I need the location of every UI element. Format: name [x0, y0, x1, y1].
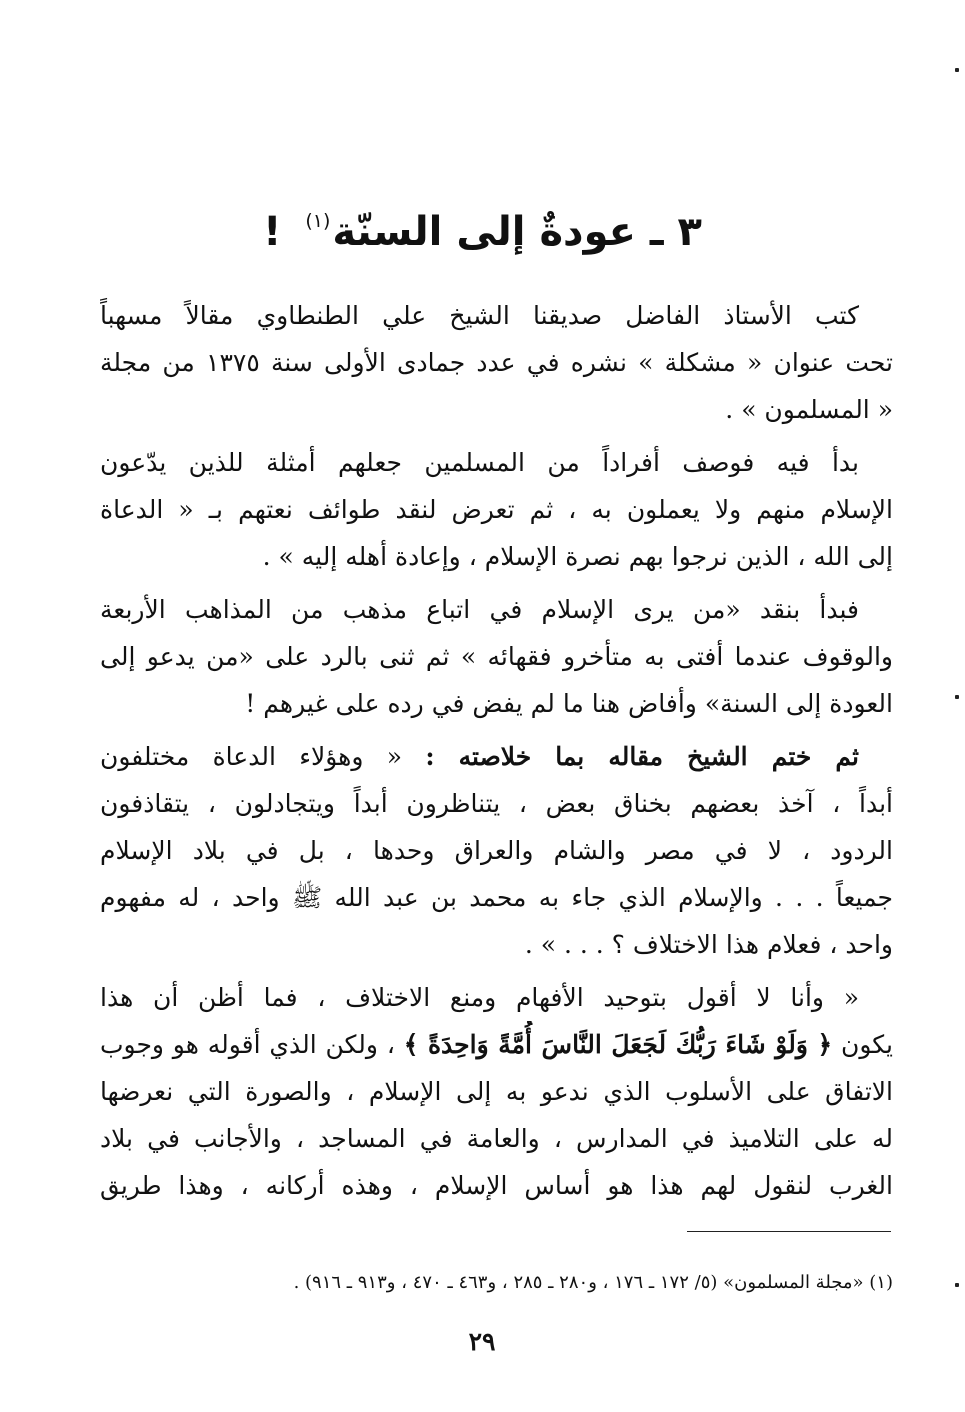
text-line: الغرب لنقول لهم هذا هو أساس الإسلام ، وهذه أركانه ، وهذا طريق [100, 1171, 893, 1200]
text-line: الردود ، لا في مصر والشام والعراق وحدها ، بل في بلاد الإسلام [100, 836, 893, 865]
text-run: يكون [832, 1030, 893, 1059]
chapter-title-text: ٣ ـ عودةٌ إلى السنّة [332, 209, 702, 255]
text-line [100, 1021, 893, 1068]
text-line: تحت عنوان « مشكلة » نشره في عدد جمادى الأولى سنة ١٣٧٥ من مجلة [100, 348, 893, 377]
footnote-ref: (١) [305, 210, 331, 232]
text-line: كتب الأستاذ الفاضل صديقنا الشيخ علي الطنطاوي مقالاً مسهباً [100, 301, 859, 330]
footnote: (١) «مجلة المسلمون» (٥/ ١٧٢ ـ ١٧٦ ، و٢٨٠ ـ ٢٨٥ ، و٤٦٣ ـ ٤٧٠ ، و٩١٣ ـ ٩١٦) . [293, 1272, 893, 1293]
scan-mark [955, 695, 959, 699]
footnote-divider [687, 1231, 891, 1232]
text-line: واحد ، فعلام هذا الاختلاف ؟ . . . » . [524, 930, 893, 959]
chapter-title [100, 186, 865, 256]
text-line: له على التلاميذ في المدارس ، والعامة في المساجد ، والأجانب في بلاد [100, 1124, 893, 1153]
text-line: « وأنا لا أقول بتوحيد الأفهام ومنع الاختلاف ، فما أظن أن هذا [100, 983, 859, 1012]
text-line: « المسلمون » . [725, 395, 893, 424]
text-line: والوقوف عندما أفتى به متأخرو فقهائه » ثم ثنى بالرد على «من يدعو إلى [100, 642, 893, 671]
text-line: العودة إلى السنة» وأفاض هنا ما لم يفض في رده على غيرهم ! [245, 689, 893, 718]
text-line: جميعاً . . . والإسلام الذي جاء به محمد بن عبد الله ﷺ واحد ، له مفهوم [100, 883, 893, 912]
text-line: بدأ فيه فوصف أفراداً من المسلمين جعلهم أمثلة للذين يدّعون [100, 448, 859, 477]
text-run: ، ولكن الذي أقوله هو وجوب [100, 1030, 404, 1059]
text-line: أبداً ، آخذ بعضهم بخناق بعض ، يتناظرون أبداً ويتجادلون ، يتقاذفون [100, 789, 893, 818]
text-line [100, 733, 893, 780]
body-text [100, 292, 893, 1209]
scan-mark [955, 68, 959, 72]
title-exclamation: ! [263, 209, 282, 255]
bold-lead: ثم ختم الشيخ مقاله بما خلاصته : [425, 742, 860, 771]
text-line: الاتفاق على الأسلوب الذي ندعو به إلى الإسلام ، والصورة التي نعرضها [100, 1077, 893, 1106]
quran-verse: ﴿ وَلَوْ شَاءَ رَبُّكَ لَجَعَلَ النَّاسَ أُمَّةً وَاحِدَةً ﴾ [403, 1030, 833, 1059]
text-run: « وهؤلاء الدعاة مختلفون [100, 742, 426, 771]
text-line: فبدأ بنقد «من يرى الإسلام في اتباع مذهب من المذاهب الأربعة [100, 595, 859, 624]
text-line: إلى الله ، الذين نرجوا بهم نصرة الإسلام ، وإعادة أهله إليه » . [262, 542, 893, 571]
text-line: الإسلام منهم ولا يعملون به ، ثم تعرض لنقد طوائف نعتهم بـ « الدعاة [100, 495, 893, 524]
scan-mark [955, 1283, 959, 1287]
page-number: ٢٩ [468, 1327, 496, 1356]
